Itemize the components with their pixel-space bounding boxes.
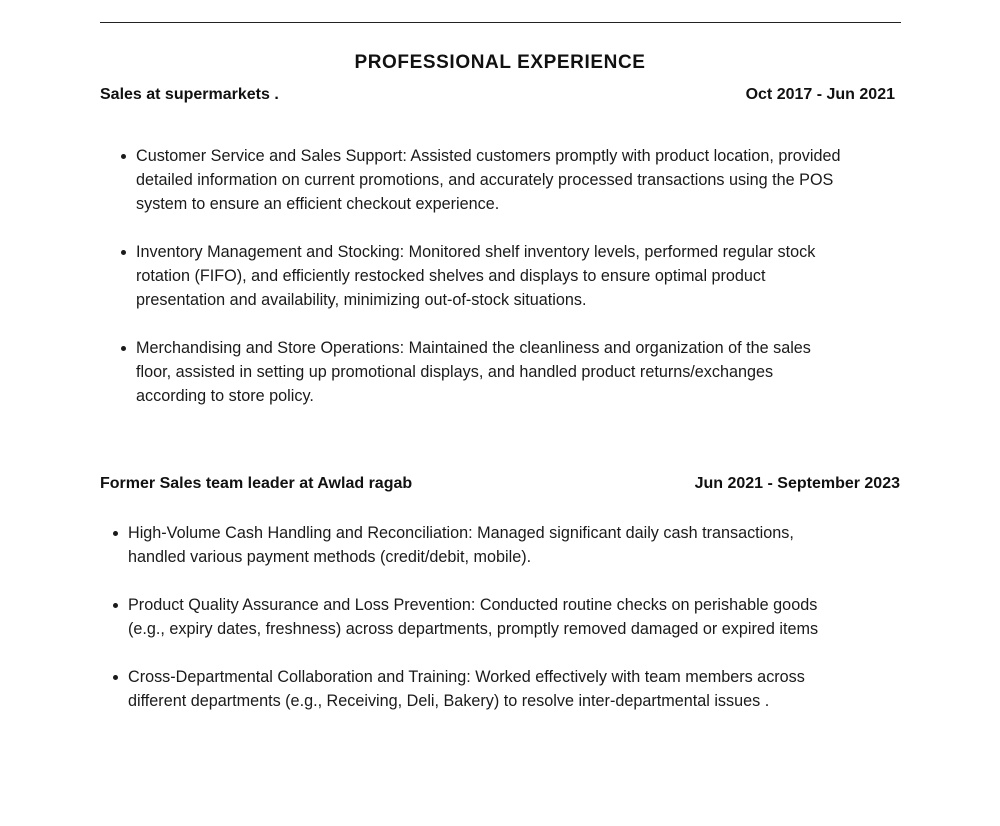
bullet-line: Inventory Management and Stocking: Monitored shelf inventory levels, performed regular stock: [136, 243, 816, 261]
section-title: PROFESSIONAL EXPERIENCE: [354, 52, 646, 73]
bullet-line: different departments (e.g., Receiving, Deli, Bakery) to resolve inter-departmental issues .: [128, 692, 770, 710]
bullet-item: [128, 521, 918, 569]
bullet-line: Merchandising and Store Operations: Maintained the cleanliness and organization of the sales: [136, 339, 811, 357]
job-role: Former Sales team leader at Awlad ragab: [100, 475, 413, 492]
bullet-item: [136, 336, 926, 408]
bullet-line: Customer Service and Sales Support: Assisted customers promptly with product location, provided: [136, 147, 841, 165]
bullet-line: Cross-Departmental Collaboration and Training: Worked effectively with team members across: [128, 668, 805, 686]
job-bullet-list: [128, 521, 918, 713]
job-dates: Oct 2017 - Jun 2021: [745, 86, 895, 103]
bullet-line: presentation and availability, minimizing out-of-stock situations.: [136, 291, 587, 309]
bullet-line: (e.g., expiry dates, freshness) across departments, promptly removed damaged or expired items: [128, 620, 819, 638]
job-bullet-list: [136, 144, 926, 408]
bullet-item: [128, 593, 918, 641]
bullet-line: rotation (FIFO), and efficiently restocked shelves and displays to ensure optimal product: [136, 267, 766, 285]
bullet-item: [136, 240, 926, 312]
bullet-line: system to ensure an efficient checkout experience.: [136, 195, 500, 213]
bullet-item: [128, 665, 918, 713]
bullet-line: detailed information on current promotions, and accurately processed transactions using the POS: [136, 171, 834, 189]
bullet-line: according to store policy.: [136, 387, 314, 405]
bullet-item: [136, 144, 926, 216]
job-role: Sales at supermarkets .: [100, 86, 279, 103]
bullet-line: handled various payment methods (credit/debit, mobile).: [128, 548, 532, 566]
bullet-line: High-Volume Cash Handling and Reconciliation: Managed significant daily cash transactions,: [128, 524, 794, 542]
bullet-line: Product Quality Assurance and Loss Prevention: Conducted routine checks on perishable goods: [128, 596, 818, 614]
job-dates: Jun 2021 - September 2023: [694, 475, 900, 492]
bullet-line: floor, assisted in setting up promotional displays, and handled product returns/exchanges: [136, 363, 774, 381]
top-divider: [100, 22, 901, 23]
